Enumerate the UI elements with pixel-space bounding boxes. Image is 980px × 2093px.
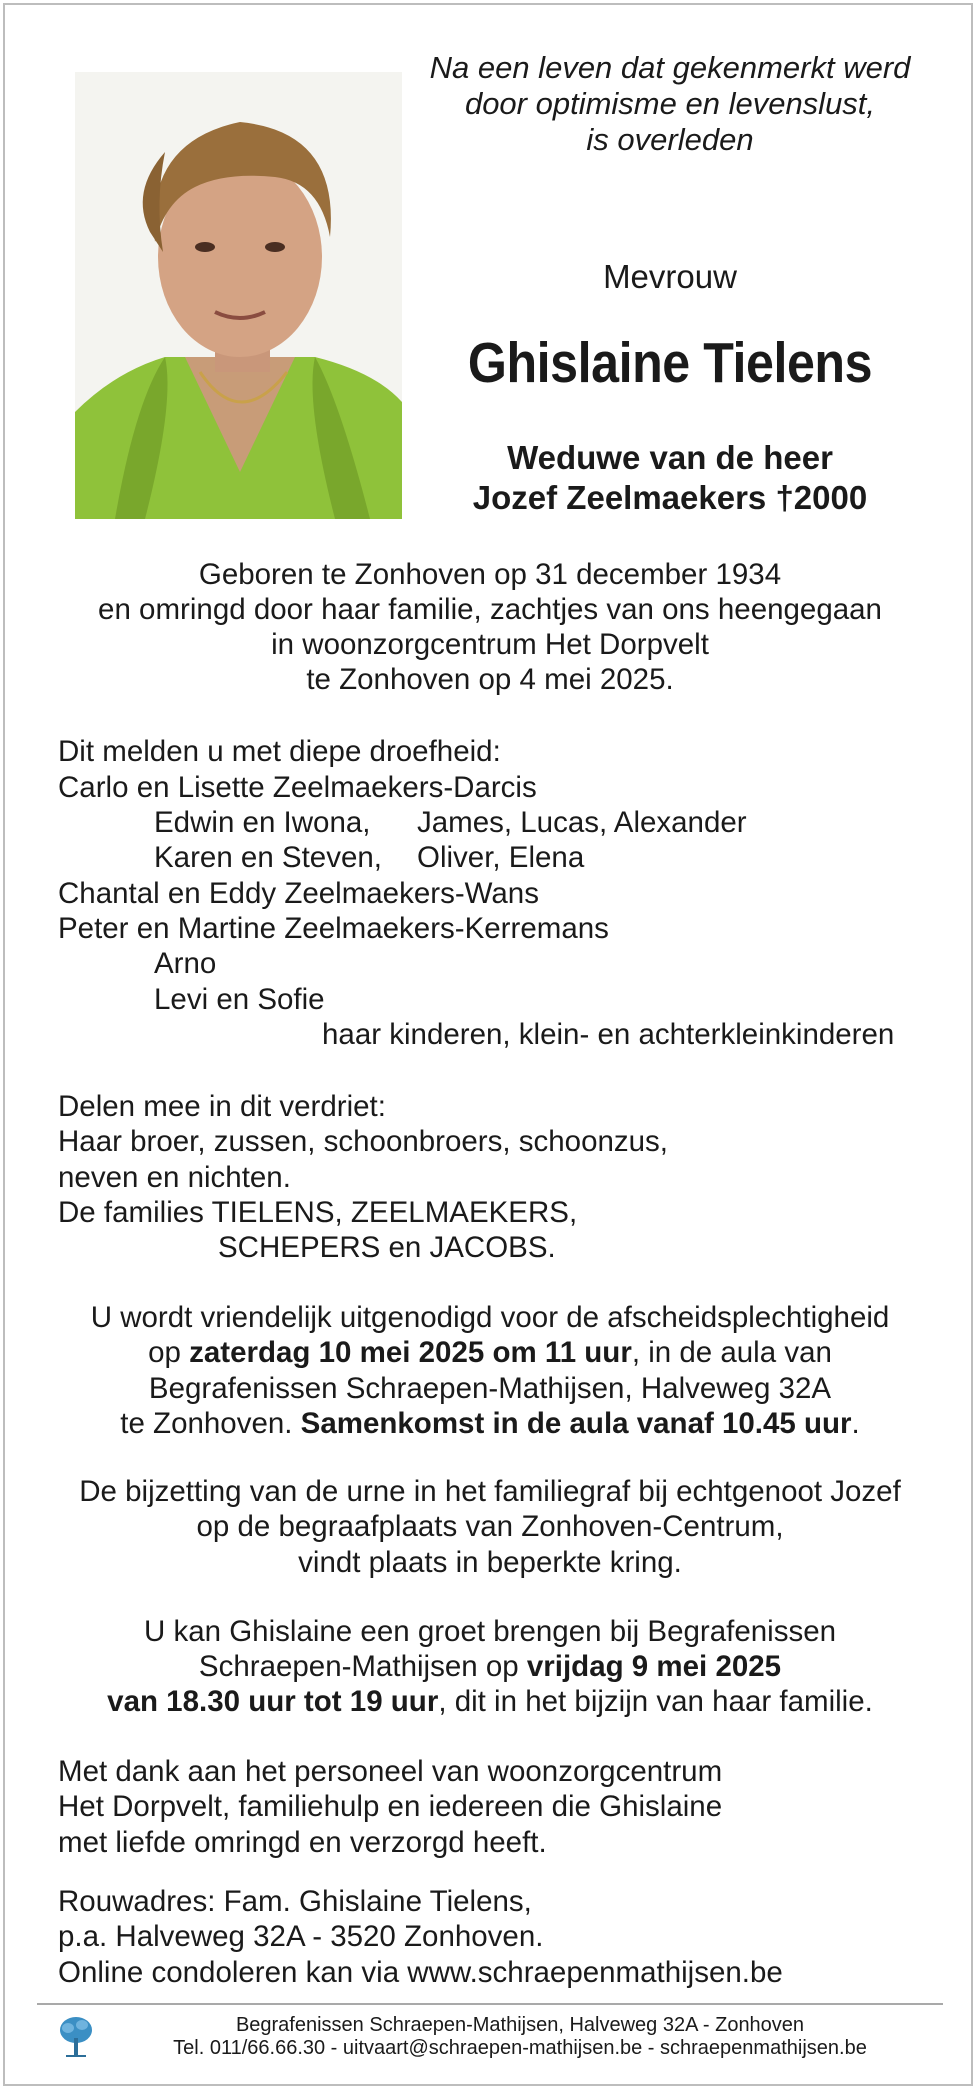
widow-text <box>410 438 930 518</box>
widow-line: Jozef Zeelmaekers †2000 <box>472 479 868 516</box>
visit-line: van 18.30 uur tot 19 uur, dit in het bijzijn van haar familie. <box>107 1685 873 1718</box>
family-line: Oliver, Elena <box>417 841 585 874</box>
urn-line: op de begraafplaats van Zonhoven-Centrum, <box>196 1510 784 1543</box>
deceased-name: Ghislaine Tielens <box>467 331 873 395</box>
family-heading: Dit melden u met diepe droefheid: <box>58 735 501 768</box>
footer-divider <box>37 2003 943 2005</box>
visit-line: U kan Ghislaine een groet brengen bij Begrafenissen <box>143 1615 837 1648</box>
tree-logo-icon <box>58 2016 94 2058</box>
footer-text <box>100 2014 940 2060</box>
share-line: Haar broer, zussen, schoonbroers, schoonzus, <box>58 1125 668 1158</box>
address-line: Online condoleren kan via www.schraepenmathijsen.be <box>58 1956 783 1989</box>
share-line: neven en nichten. <box>58 1161 291 1194</box>
family-line: haar kinderen, klein- en achterkleinkinderen <box>322 1018 895 1051</box>
thanks-line: Het Dorpvelt, familiehulp en iedereen die Ghislaine <box>58 1790 723 1823</box>
address-line: p.a. Halveweg 32A - 3520 Zonhoven. <box>58 1920 544 1953</box>
share-line: SCHEPERS en JACOBS. <box>218 1231 556 1264</box>
family-line: Karen en Steven, <box>154 841 382 874</box>
thanks-line: Met dank aan het personeel van woonzorgcentrum <box>58 1755 723 1788</box>
footer-line: Begrafenissen Schraepen-Mathijsen, Halveweg 32A - Zonhoven <box>235 2014 805 2036</box>
footer-line: Tel. 011/66.66.30 - uitvaart@schraepen-mathijsen.be - schraepenmathijsen.be <box>173 2037 867 2059</box>
portrait-photo <box>75 72 402 519</box>
family-line: Chantal en Eddy Zeelmaekers-Wans <box>58 877 539 910</box>
birth-line: te Zonhoven op 4 mei 2025. <box>306 663 674 696</box>
family-line: Levi en Sofie <box>154 983 325 1016</box>
urn-line: De bijzetting van de urne in het familiegraf bij echtgenoot Jozef <box>79 1475 901 1508</box>
intro-text <box>410 50 930 158</box>
thanks-line: met liefde omringd en verzorgd heeft. <box>58 1826 547 1859</box>
family-line: James, Lucas, Alexander <box>417 806 747 839</box>
ceremony-line: Begrafenissen Schraepen-Mathijsen, Halveweg 32A <box>148 1372 832 1405</box>
intro-line: Na een leven dat gekenmerkt werd <box>429 50 911 85</box>
birth-line: in woonzorgcentrum Het Dorpvelt <box>271 628 709 661</box>
family-line: Arno <box>154 947 217 980</box>
share-line: Delen mee in dit verdriet: <box>58 1090 386 1123</box>
urn-line: vindt plaats in beperkte kring. <box>298 1546 682 1579</box>
widow-line: Weduwe van de heer <box>507 439 833 476</box>
share-line: De families TIELENS, ZEELMAEKERS, <box>58 1196 578 1229</box>
family-line: Peter en Martine Zeelmaekers-Kerremans <box>58 912 609 945</box>
visit-line: Schraepen-Mathijsen op vrijdag 9 mei 2025 <box>198 1650 782 1683</box>
ceremony-line: te Zonhoven. Samenkomst in de aula vanaf 10.45 uur. <box>120 1407 860 1440</box>
family-line: Edwin en Iwona, <box>154 806 371 839</box>
birth-line: en omringd door haar familie, zachtjes van ons heengegaan <box>98 593 882 626</box>
birth-line: Geboren te Zonhoven op 31 december 1934 <box>198 558 782 591</box>
ceremony-line: op zaterdag 10 mei 2025 om 11 uur, in de aula van <box>148 1336 832 1369</box>
family-line: Carlo en Lisette Zeelmaekers-Darcis <box>58 771 537 804</box>
ceremony-line: U wordt vriendelijk uitgenodigd voor de afscheidsplechtigheid <box>90 1301 890 1334</box>
intro-line: is overleden <box>586 122 754 157</box>
address-line: Rouwadres: Fam. Ghislaine Tielens, <box>58 1885 532 1918</box>
intro-line: door optimisme en levenslust, <box>464 86 876 121</box>
title-prefix: Mevrouw <box>603 258 737 295</box>
